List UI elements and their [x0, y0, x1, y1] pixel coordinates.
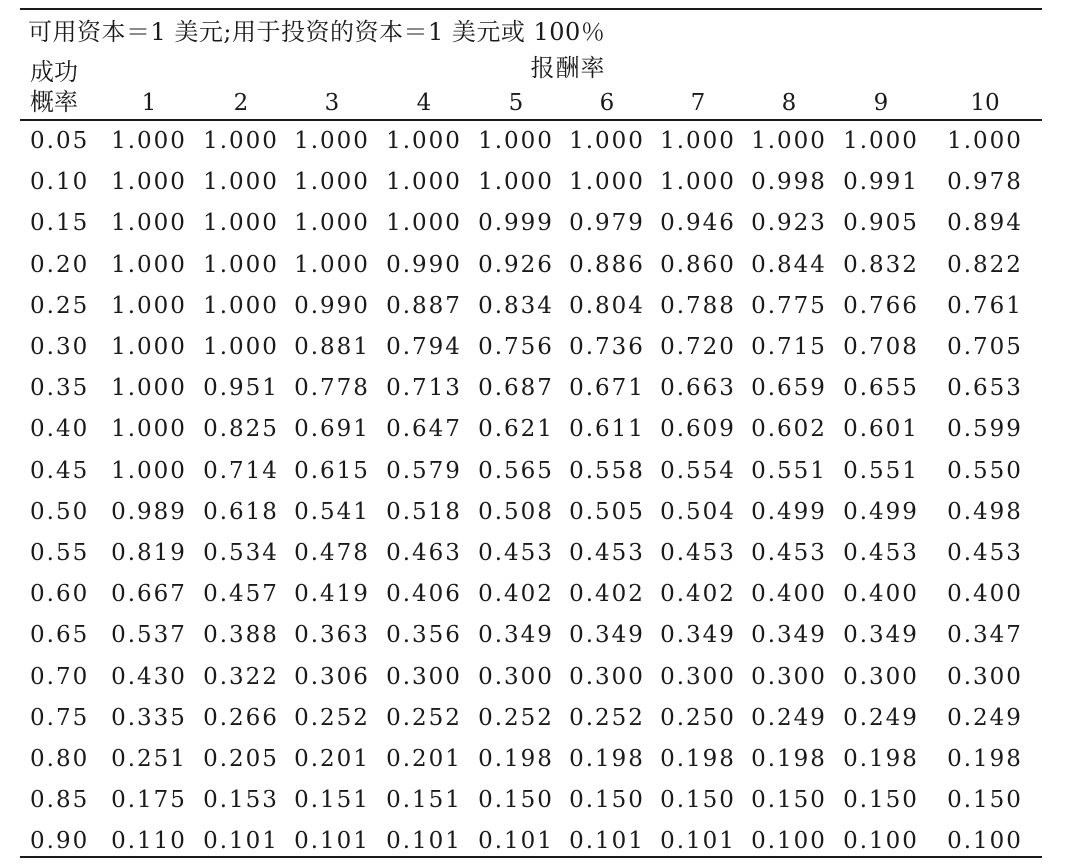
value-cell: 0.252 — [569, 704, 645, 731]
value-cell: 1.000 — [111, 375, 187, 402]
value-cell: 0.101 — [386, 828, 462, 855]
column-header: 3 — [324, 90, 340, 116]
value-cell: 0.430 — [111, 663, 187, 690]
value-cell: 0.653 — [947, 375, 1023, 402]
column-header: 8 — [781, 90, 797, 116]
table-row — [0, 780, 1080, 821]
value-cell: 0.715 — [751, 334, 827, 360]
value-cell: 0.453 — [843, 540, 919, 566]
value-cell: 0.406 — [386, 581, 462, 608]
value-cell: 0.736 — [569, 334, 645, 360]
value-cell: 0.400 — [843, 581, 919, 608]
value-cell: 0.794 — [386, 334, 462, 360]
value-cell: 0.775 — [751, 292, 827, 319]
value-cell: 0.663 — [660, 375, 736, 402]
value-cell: 0.714 — [203, 457, 279, 484]
value-cell: 1.000 — [660, 128, 736, 154]
value-cell: 0.335 — [111, 704, 187, 731]
probability-cell: 0.15 — [30, 210, 90, 237]
value-cell: 0.508 — [478, 498, 554, 525]
value-cell: 0.667 — [111, 581, 187, 608]
value-cell: 1.000 — [203, 292, 279, 319]
value-cell: 0.363 — [294, 622, 370, 649]
value-cell: 0.860 — [660, 251, 736, 278]
value-cell: 0.266 — [203, 704, 279, 731]
value-cell: 0.687 — [478, 375, 554, 402]
value-cell: 1.000 — [947, 128, 1023, 154]
top-rule — [20, 8, 1042, 10]
value-cell: 1.000 — [294, 251, 370, 278]
value-cell: 0.349 — [569, 622, 645, 649]
value-cell: 1.000 — [386, 210, 462, 237]
probability-cell: 0.35 — [30, 375, 90, 402]
table-row — [0, 245, 1080, 286]
value-cell: 0.537 — [111, 622, 187, 649]
value-cell: 0.609 — [660, 416, 736, 443]
value-cell: 0.819 — [111, 540, 187, 566]
value-cell: 0.150 — [947, 787, 1023, 814]
table-row — [0, 121, 1080, 162]
bottom-rule — [20, 856, 1042, 858]
value-cell: 0.402 — [569, 581, 645, 608]
value-cell: 0.705 — [947, 334, 1023, 360]
value-cell: 0.250 — [660, 704, 736, 731]
value-cell: 0.201 — [294, 746, 370, 772]
value-cell: 1.000 — [111, 210, 187, 237]
value-cell: 1.000 — [843, 128, 919, 154]
value-cell: 0.400 — [751, 581, 827, 608]
probability-cell: 0.50 — [30, 498, 90, 525]
value-cell: 1.000 — [478, 169, 554, 196]
column-header: 4 — [416, 90, 432, 116]
value-cell: 1.000 — [203, 128, 279, 154]
value-cell: 0.478 — [294, 540, 370, 566]
value-cell: 0.150 — [569, 787, 645, 814]
value-cell: 0.249 — [751, 704, 827, 731]
value-cell: 0.601 — [843, 416, 919, 443]
value-cell: 0.999 — [478, 210, 554, 237]
value-cell: 0.602 — [751, 416, 827, 443]
value-cell: 0.150 — [660, 787, 736, 814]
value-cell: 0.453 — [947, 540, 1023, 566]
value-cell: 0.498 — [947, 498, 1023, 525]
table-row — [0, 657, 1080, 698]
value-cell: 0.306 — [294, 663, 370, 690]
value-cell: 0.621 — [478, 416, 554, 443]
value-cell: 1.000 — [111, 169, 187, 196]
value-cell: 0.615 — [294, 457, 370, 484]
value-cell: 1.000 — [111, 251, 187, 278]
value-cell: 0.101 — [569, 828, 645, 855]
value-cell: 0.713 — [386, 375, 462, 402]
value-cell: 0.252 — [386, 704, 462, 731]
value-cell: 0.499 — [751, 498, 827, 525]
value-cell: 1.000 — [751, 128, 827, 154]
value-cell: 0.923 — [751, 210, 827, 237]
value-cell: 1.000 — [660, 169, 736, 196]
value-cell: 0.804 — [569, 292, 645, 319]
column-header: 7 — [690, 90, 706, 116]
value-cell: 0.300 — [947, 663, 1023, 690]
value-cell: 1.000 — [294, 210, 370, 237]
value-cell: 0.300 — [569, 663, 645, 690]
value-cell: 0.349 — [660, 622, 736, 649]
return-rate-header: 报酬率 — [530, 54, 606, 82]
probability-cell: 0.20 — [30, 251, 90, 278]
value-cell: 0.252 — [478, 704, 554, 731]
value-cell: 0.249 — [843, 704, 919, 731]
value-cell: 0.100 — [751, 828, 827, 855]
probability-cell: 0.80 — [30, 746, 90, 772]
value-cell: 0.554 — [660, 457, 736, 484]
value-cell: 0.300 — [843, 663, 919, 690]
value-cell: 0.550 — [947, 457, 1023, 484]
value-cell: 0.979 — [569, 210, 645, 237]
value-cell: 0.691 — [294, 416, 370, 443]
value-cell: 0.599 — [947, 416, 1023, 443]
table-row — [0, 739, 1080, 780]
value-cell: 0.249 — [947, 704, 1023, 731]
value-cell: 0.300 — [660, 663, 736, 690]
table-row — [0, 574, 1080, 615]
value-cell: 0.453 — [478, 540, 554, 566]
value-cell: 0.978 — [947, 169, 1023, 196]
value-cell: 1.000 — [569, 169, 645, 196]
value-cell: 0.419 — [294, 581, 370, 608]
value-cell: 0.153 — [203, 787, 279, 814]
probability-cell: 0.65 — [30, 622, 90, 649]
table-row — [0, 451, 1080, 492]
value-cell: 0.198 — [478, 746, 554, 772]
value-cell: 0.101 — [294, 828, 370, 855]
value-cell: 0.251 — [111, 746, 187, 772]
value-cell: 1.000 — [111, 416, 187, 443]
value-cell: 0.844 — [751, 251, 827, 278]
probability-cell: 0.30 — [30, 334, 90, 360]
value-cell: 1.000 — [111, 334, 187, 360]
value-cell: 0.505 — [569, 498, 645, 525]
value-cell: 0.110 — [111, 828, 187, 855]
value-cell: 1.000 — [111, 292, 187, 319]
column-header: 2 — [233, 90, 249, 116]
value-cell: 1.000 — [386, 128, 462, 154]
value-cell: 0.198 — [660, 746, 736, 772]
table-row — [0, 533, 1080, 574]
value-cell: 0.201 — [386, 746, 462, 772]
probability-cell: 0.25 — [30, 292, 90, 319]
value-cell: 0.300 — [751, 663, 827, 690]
value-cell: 0.322 — [203, 663, 279, 690]
value-cell: 0.708 — [843, 334, 919, 360]
stub-header-line-1: 成功 — [30, 58, 78, 86]
value-cell: 0.788 — [660, 292, 736, 319]
probability-cell: 0.60 — [30, 581, 90, 608]
table-row — [0, 492, 1080, 533]
value-cell: 0.998 — [751, 169, 827, 196]
value-cell: 0.198 — [569, 746, 645, 772]
value-cell: 1.000 — [111, 457, 187, 484]
value-cell: 0.151 — [386, 787, 462, 814]
value-cell: 1.000 — [203, 251, 279, 278]
value-cell: 0.198 — [947, 746, 1023, 772]
value-cell: 0.989 — [111, 498, 187, 525]
table-caption: 可用资本＝1 美元;用于投资的资本＝1 美元或 100％ — [28, 18, 606, 46]
value-cell: 0.647 — [386, 416, 462, 443]
value-cell: 0.349 — [751, 622, 827, 649]
value-cell: 0.150 — [751, 787, 827, 814]
value-cell: 0.834 — [478, 292, 554, 319]
value-cell: 0.611 — [569, 416, 645, 443]
probability-cell: 0.75 — [30, 704, 90, 731]
probability-cell: 0.70 — [30, 663, 90, 690]
value-cell: 0.101 — [203, 828, 279, 855]
value-cell: 0.926 — [478, 251, 554, 278]
value-cell: 0.300 — [386, 663, 462, 690]
value-cell: 0.388 — [203, 622, 279, 649]
probability-cell: 0.90 — [30, 828, 90, 855]
value-cell: 0.671 — [569, 375, 645, 402]
value-cell: 1.000 — [203, 210, 279, 237]
value-cell: 0.766 — [843, 292, 919, 319]
value-cell: 0.518 — [386, 498, 462, 525]
table-row — [0, 368, 1080, 409]
value-cell: 0.905 — [843, 210, 919, 237]
value-cell: 0.101 — [660, 828, 736, 855]
value-cell: 0.453 — [751, 540, 827, 566]
value-cell: 0.100 — [947, 828, 1023, 855]
probability-cell: 0.55 — [30, 540, 90, 566]
table-row — [0, 203, 1080, 244]
probability-cell: 0.85 — [30, 787, 90, 814]
table-row — [0, 286, 1080, 327]
value-cell: 1.000 — [294, 169, 370, 196]
value-cell: 0.990 — [294, 292, 370, 319]
value-cell: 0.761 — [947, 292, 1023, 319]
value-cell: 0.300 — [478, 663, 554, 690]
value-cell: 1.000 — [569, 128, 645, 154]
stub-header-line-2: 概率 — [30, 88, 78, 116]
value-cell: 0.151 — [294, 787, 370, 814]
value-cell: 0.457 — [203, 581, 279, 608]
table-row — [0, 327, 1080, 368]
value-cell: 0.100 — [843, 828, 919, 855]
value-cell: 0.951 — [203, 375, 279, 402]
value-cell: 0.720 — [660, 334, 736, 360]
value-cell: 0.175 — [111, 787, 187, 814]
value-cell: 0.881 — [294, 334, 370, 360]
value-cell: 0.101 — [478, 828, 554, 855]
value-cell: 1.000 — [478, 128, 554, 154]
probability-cell: 0.40 — [30, 416, 90, 443]
value-cell: 0.659 — [751, 375, 827, 402]
value-cell: 1.000 — [111, 128, 187, 154]
value-cell: 0.499 — [843, 498, 919, 525]
value-cell: 0.150 — [478, 787, 554, 814]
value-cell: 0.618 — [203, 498, 279, 525]
value-cell: 0.565 — [478, 457, 554, 484]
value-cell: 0.756 — [478, 334, 554, 360]
value-cell: 0.205 — [203, 746, 279, 772]
value-cell: 1.000 — [294, 128, 370, 154]
value-cell: 1.000 — [203, 169, 279, 196]
value-cell: 0.463 — [386, 540, 462, 566]
value-cell: 0.453 — [660, 540, 736, 566]
value-cell: 0.400 — [947, 581, 1023, 608]
value-cell: 0.356 — [386, 622, 462, 649]
column-header: 10 — [970, 90, 1000, 116]
value-cell: 0.198 — [843, 746, 919, 772]
value-cell: 1.000 — [203, 334, 279, 360]
column-header: 6 — [599, 90, 615, 116]
table-row — [0, 698, 1080, 739]
value-cell: 0.347 — [947, 622, 1023, 649]
value-cell: 0.558 — [569, 457, 645, 484]
value-cell: 0.402 — [660, 581, 736, 608]
value-cell: 0.504 — [660, 498, 736, 525]
value-cell: 0.551 — [843, 457, 919, 484]
value-cell: 0.150 — [843, 787, 919, 814]
column-header: 9 — [873, 90, 889, 116]
table-row — [0, 162, 1080, 203]
value-cell: 0.349 — [478, 622, 554, 649]
probability-cell: 0.05 — [30, 128, 90, 154]
table-row — [0, 615, 1080, 656]
value-cell: 0.349 — [843, 622, 919, 649]
value-cell: 0.991 — [843, 169, 919, 196]
value-cell: 0.402 — [478, 581, 554, 608]
value-cell: 0.825 — [203, 416, 279, 443]
column-header: 1 — [141, 90, 157, 116]
value-cell: 0.832 — [843, 251, 919, 278]
value-cell: 0.534 — [203, 540, 279, 566]
value-cell: 0.822 — [947, 251, 1023, 278]
value-cell: 0.453 — [569, 540, 645, 566]
value-cell: 0.990 — [386, 251, 462, 278]
column-header: 5 — [508, 90, 524, 116]
value-cell: 0.778 — [294, 375, 370, 402]
value-cell: 0.887 — [386, 292, 462, 319]
value-cell: 0.541 — [294, 498, 370, 525]
table-row — [0, 409, 1080, 450]
probability-cell: 0.45 — [30, 457, 90, 484]
value-cell: 0.198 — [751, 746, 827, 772]
value-cell: 0.886 — [569, 251, 645, 278]
value-cell: 1.000 — [386, 169, 462, 196]
value-cell: 0.894 — [947, 210, 1023, 237]
probability-cell: 0.10 — [30, 169, 90, 196]
value-cell: 0.252 — [294, 704, 370, 731]
value-cell: 0.946 — [660, 210, 736, 237]
value-cell: 0.655 — [843, 375, 919, 402]
value-cell: 0.579 — [386, 457, 462, 484]
value-cell: 0.551 — [751, 457, 827, 484]
